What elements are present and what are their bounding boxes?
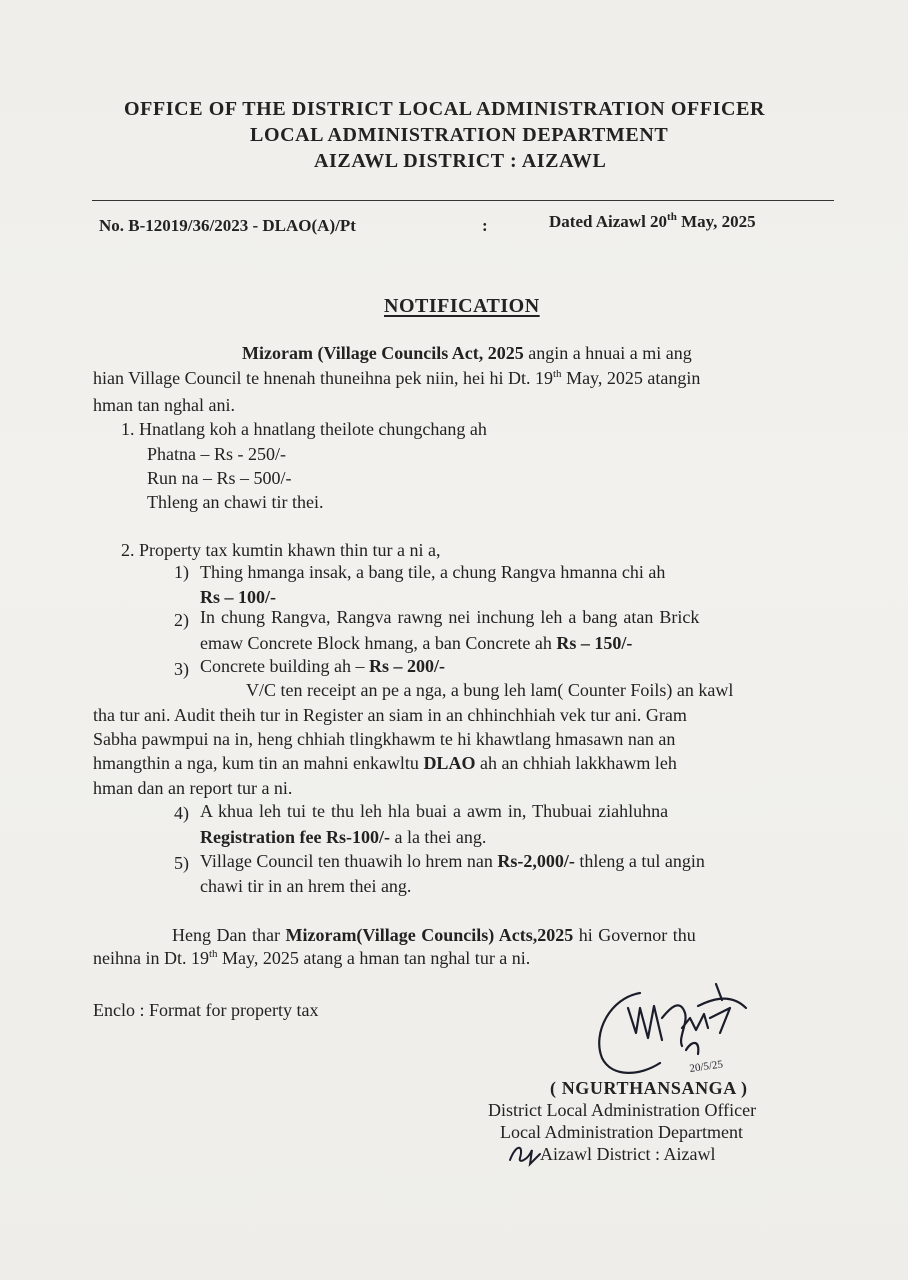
- item1-thleng: Thleng an chawi tir thei.: [147, 492, 324, 512]
- closing-line-1: Heng Dan thar Mizoram(Village Councils) Acts,2025 hi Governor thu: [172, 925, 696, 945]
- department-title: LOCAL ADMINISTRATION DEPARTMENT: [250, 124, 669, 146]
- intro-line-1: Mizoram (Village Councils Act, 2025 angin a hnuai a mi ang: [242, 343, 692, 363]
- vc-line-1: V/C ten receipt an pe a nga, a bung leh lam( Counter Foils) an kawl: [246, 680, 734, 700]
- reference-number: No. B-12019/36/2023 - DLAO(A)/Pt: [99, 216, 356, 235]
- notification-title: NOTIFICATION: [384, 295, 540, 317]
- signatory-department: Local Administration Department: [500, 1122, 743, 1142]
- initial-scribble: [506, 1140, 546, 1168]
- item2-sub3-text: Concrete building ah – Rs – 200/-: [200, 656, 445, 676]
- item2-sub2-line1: In chung Rangva, Rangva rawng nei inchung leh a bang atan Brick: [200, 607, 700, 627]
- closing-line-2: neihna in Dt. 19th May, 2025 atang a hman tan nghal tur a ni.: [93, 948, 531, 968]
- intro-line-3: hman tan nghal ani.: [93, 395, 235, 415]
- item1-phatna: Phatna – Rs - 250/-: [147, 444, 286, 464]
- reference-date: Dated Aizawl 20th May, 2025: [549, 211, 756, 231]
- item2-sub1-text: Thing hmanga insak, a bang tile, a chung Rangva hmanna chi ah: [200, 562, 666, 582]
- header-divider: [92, 200, 834, 201]
- vc-line-4: hmangthin a nga, kum tin an mahni enkawltu DLAO ah an chhiah lakkhawm leh: [93, 753, 677, 773]
- item2-sub4-line2: Registration fee Rs-100/- a la thei ang.: [200, 827, 487, 847]
- enclosure-note: Enclo : Format for property tax: [93, 1000, 319, 1020]
- district-title: AIZAWL DISTRICT : AIZAWL: [314, 150, 607, 172]
- item2-sub5-number: 5): [174, 853, 189, 873]
- intro-line-2: hian Village Council te hnenah thuneihna pek niin, hei hi Dt. 19th May, 2025 atangin: [93, 368, 701, 388]
- signatory-district: Aizawl District : Aizawl: [540, 1144, 716, 1164]
- item2-sub2-number: 2): [174, 610, 189, 630]
- vc-line-2: tha tur ani. Audit theih tur in Register an siam in an chhinchhiah vek tur ani. Gram: [93, 705, 687, 725]
- vc-line-5: hman dan an report tur a ni.: [93, 778, 293, 798]
- item2-sub5-line2: chawi tir in an hrem thei ang.: [200, 876, 412, 896]
- item2-heading: 2. Property tax kumtin khawn thin tur a ni a,: [121, 540, 441, 560]
- svg-text:20/5/25: 20/5/25: [688, 1058, 724, 1075]
- item2-sub4-line1: A khua leh tui te thu leh hla buai a awm in, Thubuai ziahluhna: [200, 801, 669, 821]
- item1-run-na: Run na – Rs – 500/-: [147, 468, 292, 488]
- item2-sub2-line2: emaw Concrete Block hmang, a ban Concrete ah Rs – 150/-: [200, 633, 633, 653]
- item2-sub5-line1: Village Council ten thuawih lo hrem nan Rs-2,000/- thleng a tul angin: [200, 851, 705, 871]
- item2-sub1-number: 1): [174, 562, 189, 582]
- item2-sub4-number: 4): [174, 803, 189, 823]
- item2-sub1-amount: Rs – 100/-: [200, 587, 276, 607]
- office-title: OFFICE OF THE DISTRICT LOCAL ADMINISTRATION OFFICER: [124, 98, 766, 120]
- item2-sub3-number: 3): [174, 659, 189, 679]
- reference-colon: :: [482, 216, 488, 235]
- vc-line-3: Sabha pawmpui na in, heng chhiah tlingkhawm te hi khawtlang hmasawn nan an: [93, 729, 676, 749]
- item1-heading: 1. Hnatlang koh a hnatlang theilote chungchang ah: [121, 419, 487, 439]
- signatory-designation: District Local Administration Officer: [488, 1100, 757, 1120]
- signatory-name: ( NGURTHANSANGA ): [550, 1078, 748, 1098]
